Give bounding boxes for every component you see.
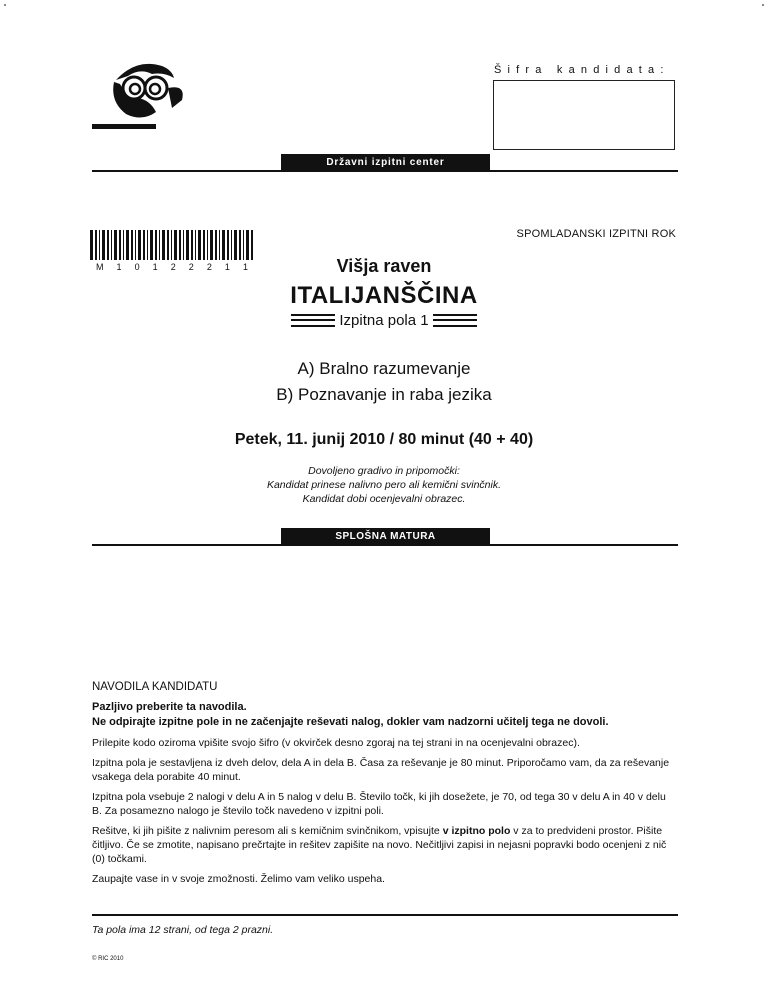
allowed-line: Dovoljeno gradivo in pripomočki: <box>308 465 460 477</box>
decor-lines-right <box>433 314 477 327</box>
instruction-paragraph: Izpitna pola je sestavljena iz dveh delov, dela A in dela B. Časa za reševanje je 80 minut. Priporočamo vam, da za reševanje vsakega dela porabite 40 minut. <box>92 757 670 783</box>
candidate-code-label: Šifra kandidata: <box>494 64 670 76</box>
exam-period: SPOMLADANSKI IZPITNI ROK <box>516 228 676 240</box>
exam-date: Petek, 11. junij 2010 / 80 minut (40 + 40) <box>234 431 534 448</box>
instructions-warning: Pazljivo preberite ta navodila. <box>92 701 247 713</box>
allowed-materials <box>0 464 768 506</box>
candidate-code-box[interactable] <box>493 80 675 150</box>
divider <box>92 914 678 916</box>
part-a: A) Bralno razumevanje <box>297 359 471 378</box>
instruction-emphasis: v izpitno polo <box>442 825 511 837</box>
instruction-paragraph <box>92 824 678 866</box>
barcode-digit: 1 <box>242 262 248 272</box>
crop-mark <box>762 4 764 6</box>
instructions-heading: NAVODILA KANDIDATU <box>92 681 218 693</box>
exam-parts <box>0 356 768 408</box>
crop-mark <box>4 4 6 6</box>
page-count-note: Ta pola ima 12 strani, od tega 2 prazni. <box>92 924 274 936</box>
part-b: B) Poznavanje in raba jezika <box>276 385 492 404</box>
barcode-digit: 1 <box>152 262 158 272</box>
instruction-text: v za to predvideni prostor. Pišite čitljivo. Če se zmotite, napisano prečrtajte in rešitev zapišite na novo. Nečitljivi zapisi in nejasni popravki bodo ocenjeni z nič (0) točkami. <box>92 825 667 865</box>
copyright: © RIC 2010 <box>92 956 124 962</box>
instructions <box>92 680 678 892</box>
barcode-digit: 1 <box>224 262 230 272</box>
decor-lines-left <box>291 314 335 327</box>
barcode-digit: 2 <box>206 262 212 272</box>
exam-subject: ITALIJANŠČINA <box>290 282 478 309</box>
instruction-paragraph: Izpitna pola vsebuje 2 nalogi v delu A in 5 nalog v delu B. Število točk, ki jih dosežete, je 70, od tega 30 v delu A in 40 v delu B. Za posamezno nalogo je število točk navedeno v izpitni poli. <box>92 791 666 817</box>
barcode-digit: 2 <box>188 262 194 272</box>
instructions-warning: Ne odpirajte izpitne pole in ne začenjajte reševati nalog, dokler vam nadzorni učitelj tega ne dovoli. <box>92 716 609 728</box>
barcode-digit: 1 <box>116 262 122 272</box>
barcode-digit: 2 <box>170 262 176 272</box>
matura-band: SPLOŠNA MATURA <box>281 528 490 545</box>
instruction-paragraph: Zaupajte vase in v svoje zmožnosti. Želimo vam veliko uspeha. <box>92 873 385 885</box>
paper-title-row <box>0 312 768 329</box>
instruction-text: Rešitve, ki jih pišite z nalivnim peresom ali s kemičnim svinčnikom, vpisujte <box>92 825 443 837</box>
allowed-line: Kandidat prinese nalivno pero ali kemični svinčnik. <box>266 479 502 491</box>
paper-title: Izpitna pola 1 <box>339 312 429 329</box>
ric-owl-logo <box>92 58 200 130</box>
barcode-digit: 0 <box>134 262 140 272</box>
exam-level: Višja raven <box>336 256 432 276</box>
exam-center-band: Državni izpitni center <box>281 154 490 171</box>
allowed-line: Kandidat dobi ocenjevalni obrazec. <box>302 493 466 505</box>
barcode-digit: M <box>96 262 104 272</box>
instruction-paragraph: Prilepite kodo oziroma vpišite svojo šifro (v okvirček desno zgoraj na tej strani in na ocenjevalni obrazec). <box>92 737 580 749</box>
